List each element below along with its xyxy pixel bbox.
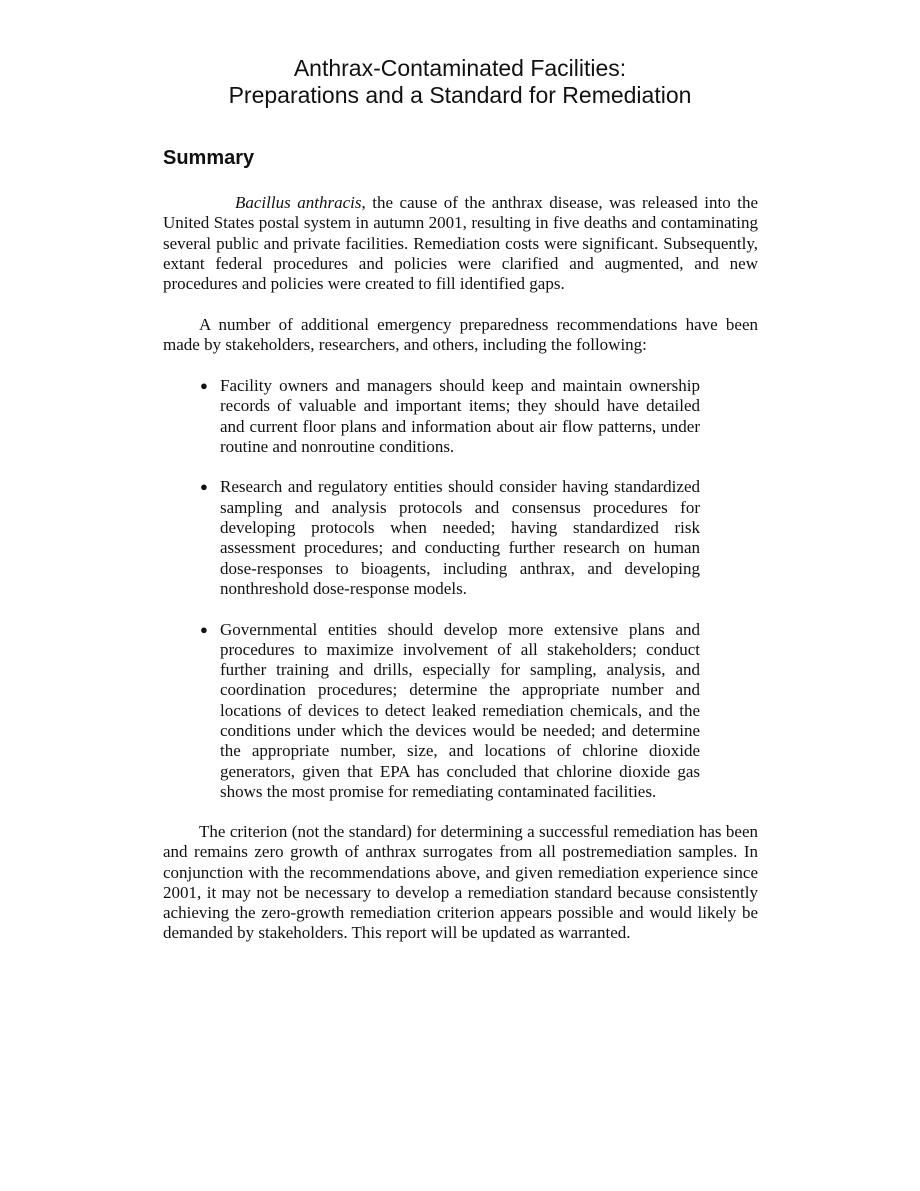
- list-item-text: Governmental entities should develop more extensive plans and procedures to maximize involvement of all stakeholders; conduct further training and drills, especially for sampling, analysis, and coordination procedures; determine the appropriate number and locations of devices to detect leaked remediation chemicals, and the conditions under which the devices would be needed; and determine the appropriate number, size, and locations of chlorine dioxide generators, given that EPA has concluded that chlorine dioxide gas shows the most promise for remediating contaminated facilities.: [220, 619, 700, 801]
- title-line-2: Preparations and a Standard for Remediation: [228, 82, 692, 108]
- summary-paragraph-2: A number of additional emergency preparedness recommendations have been made by stakeholders, researchers, and others, including the following:: [163, 315, 758, 355]
- species-name: Bacillus anthracis: [235, 193, 362, 212]
- list-item-text: Facility owners and managers should keep and maintain ownership records of valuable and important items; they should have detailed and current floor plans and information about air flow patterns, under routine and nonroutine conditions.: [220, 376, 700, 456]
- bullet-icon: ●: [200, 378, 208, 393]
- bullet-icon: ●: [200, 621, 208, 637]
- section-heading-summary: Summary: [163, 147, 255, 169]
- document-title: [0, 55, 920, 109]
- recommendations-list: [200, 376, 700, 823]
- list-item-text: Research and regulatory entities should consider having standardized sampling and analysis protocols and consensus procedures for developing protocols when needed; having standardized risk assessment procedures; and conducting further research on human dose-responses to bioagents, including anthrax, and developing nonthreshold dose-response models.: [220, 477, 700, 598]
- title-line-1: Anthrax-Contaminated Facilities:: [293, 55, 627, 81]
- list-item: [200, 619, 700, 803]
- summary-paragraph-3: The criterion (not the standard) for determining a successful remediation has been and remains zero growth of anthrax surrogates from all postremediation samples. In conjunction with the recommendations above, and given remediation experience since 2001, it may not be necessary to develop a remediation standard because consistently achieving the zero-growth remediation criterion appears possible and would likely be demanded by stakeholders. This report will be updated as warranted.: [163, 822, 758, 943]
- paragraph-1-text: , the cause of the anthrax disease, was released into the United States postal system in autumn 2001, resulting in five deaths and contaminating several public and private facilities. Remediation costs were significant. Subsequently, extant federal procedures and policies were clarified and augmented, and new procedures and policies were created to fill identified gaps.: [163, 193, 758, 294]
- list-item: [200, 477, 700, 599]
- list-item: [200, 376, 700, 457]
- summary-paragraph-1: [163, 193, 758, 294]
- bullet-icon: ●: [200, 479, 208, 495]
